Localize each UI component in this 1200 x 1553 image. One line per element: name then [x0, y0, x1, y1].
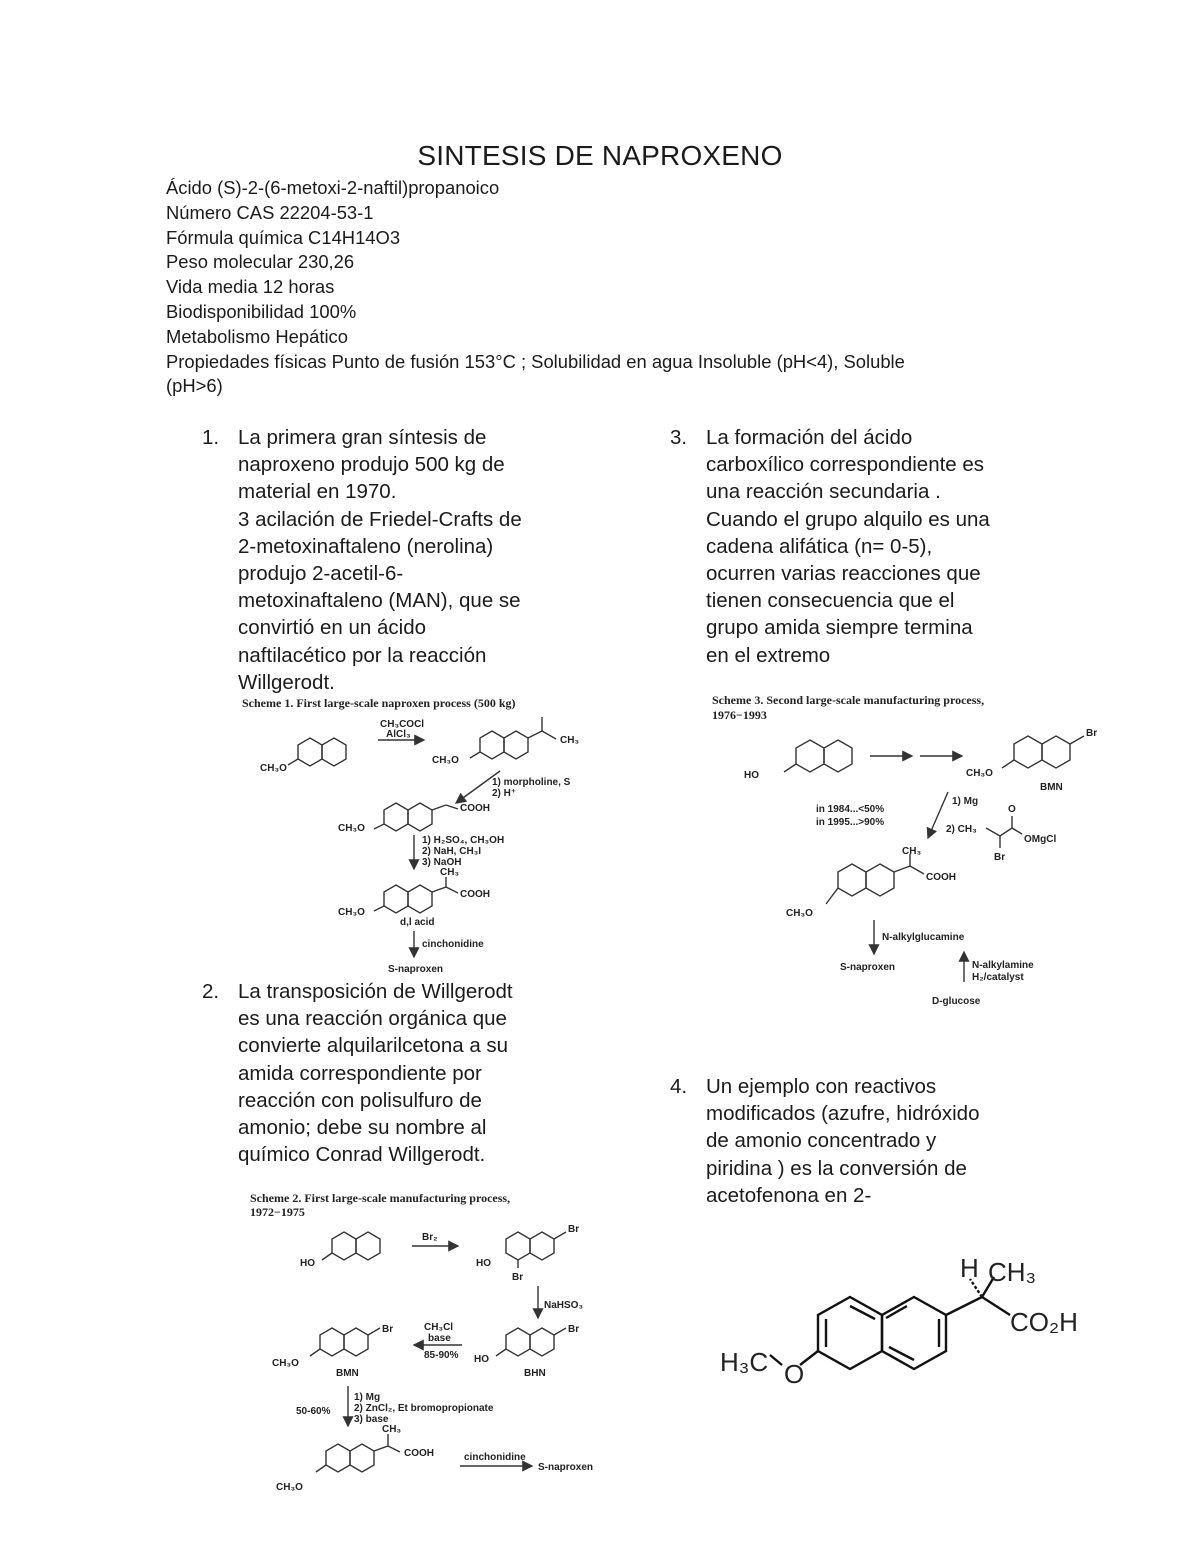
ho-label: HO [744, 770, 759, 781]
h3c-label: H₃C [720, 1347, 769, 1377]
acid-label: d,l acid [400, 917, 435, 928]
naphthalene-a [298, 738, 346, 766]
reagent-label: N-alkylamine [972, 960, 1034, 971]
scheme-1-figure [230, 695, 610, 975]
reagent-label: 1) Mg [952, 796, 979, 807]
reagent-label: 1) morpholine, S [492, 777, 571, 788]
reagent-label: Br₂ [422, 1232, 438, 1243]
naphthalene-a [796, 740, 852, 772]
page-title: SINTESIS DE NAPROXENO [417, 140, 783, 171]
br-label: Br [382, 1324, 394, 1335]
br-label: Br [568, 1324, 580, 1335]
ch3o-label: CH₃O [966, 768, 993, 779]
ho-label: HO [474, 1354, 489, 1365]
ch3o-label: CH₃O [786, 908, 813, 919]
molecular-weight: Peso molecular 230,26 [166, 251, 355, 273]
br-label: Br [1086, 728, 1098, 739]
cooh-label: COOH [926, 872, 956, 883]
ch3o-label: CH₃O [338, 823, 365, 834]
ch3o-label: CH₃O [276, 1482, 303, 1493]
cas-number: Número CAS 22204-53-1 [166, 201, 374, 223]
naphthalene-c [384, 803, 432, 831]
naphthalene-a [332, 1232, 380, 1260]
reagent-label: AlCl₃ [386, 729, 411, 740]
naphthalene-d [320, 1328, 368, 1356]
scheme-2-title: Scheme 2. First large-scale manufacturing process, [250, 1191, 511, 1205]
naphthalene-c [838, 864, 894, 896]
list-number: 4. [670, 1075, 688, 1098]
reagent-label: cinchonidine [422, 939, 484, 950]
physical-properties: Propiedades físicas Punto de fusión 153°C ; Solubilidad en agua Insoluble (pH<4), Soluble (pH>6) [166, 350, 905, 397]
naphthalene-b [506, 1232, 554, 1260]
list-number: 2. [202, 980, 220, 1003]
half-life: Vida media 12 horas [166, 276, 335, 298]
ch3-label: CH₃ [560, 735, 580, 746]
bmn-label: BMN [1040, 782, 1063, 793]
reagent-label: base [428, 1333, 451, 1344]
product-label: S-naproxen [538, 1462, 594, 1473]
naproxen-structure [720, 1255, 1100, 1405]
reagent-label: 2) ZnCl₂, Et bromopropionate [354, 1403, 494, 1414]
yield-label: 50-60% [296, 1406, 331, 1417]
ch3-label: CH₃ [382, 1424, 402, 1435]
naphthalene-b [480, 731, 528, 759]
metabolism: Metabolismo Hepático [166, 325, 348, 347]
list-text: Un ejemplo con reactivos modificados (azufre, hidróxido de amonio concentrado y piridina ) es la conversión de acetofenona en 2- [706, 1075, 980, 1207]
ch3-label: CH₃ [440, 867, 460, 878]
chemical-formula: Fórmula química C14H14O3 [166, 226, 401, 248]
ch3-label: CH₃ [902, 846, 922, 857]
omgcl-label: OMgCl [1024, 834, 1057, 845]
scheme-3-years: 1976−1993 [712, 708, 767, 722]
iupac-name: Ácido (S)-2-(6-metoxi-2-naftil)propanoico [166, 177, 500, 198]
reagent-label: 3) base [354, 1414, 389, 1425]
scheme-1-title: Scheme 1. First large-scale naproxen process (500 kg) [242, 696, 516, 710]
scheme-2-years: 1972−1975 [250, 1205, 305, 1219]
co2h-label: CO₂H [1010, 1307, 1078, 1337]
reagent-label: 2) NaH, CH₃I [422, 846, 482, 857]
list-text: La formación del ácido carboxílico correspondiente es una reacción secundaria . Cuando el grupo alquilo es una cadena alifática (n= 0-5), ocurren varias reacciones que tienen consecuencia que el grupo amida siempre termina en el extremo [706, 426, 990, 667]
naphthalene-c [506, 1328, 554, 1356]
list-number: 1. [202, 426, 220, 449]
ch3o-label: CH₃O [338, 907, 365, 918]
yield-label: 85-90% [424, 1350, 459, 1361]
cooh-label: COOH [404, 1448, 434, 1459]
hydrogen-label: H [960, 1253, 979, 1283]
br-label: Br [512, 1272, 524, 1283]
naphthalene-e [326, 1444, 374, 1472]
reagent-label: CH₃COCl [380, 719, 425, 730]
reagent-label: 2) CH₃ [946, 824, 977, 835]
ho-label: HO [476, 1258, 491, 1269]
product-label: S-naproxen [840, 962, 896, 973]
product-label: S-naproxen [388, 964, 444, 975]
br-label: Br [568, 1224, 580, 1235]
bhn-label: BHN [524, 1368, 546, 1379]
reagent-label: cinchonidine [464, 1452, 526, 1463]
list-number: 3. [670, 426, 688, 449]
ch3o-label: CH₃O [260, 763, 287, 774]
naphthalene-b [1014, 736, 1070, 768]
list-text: La transposición de Willgerodt es una reacción orgánica que convierte alquilarilcetona a su amida correspondiente por reacción con polisulfuro de amonio; debe su nombre al químico Conrad Willgerodt. [238, 980, 513, 1167]
yield-label: in 1984...<50% [816, 804, 885, 815]
reagent-label: H₂/catalyst [972, 972, 1024, 983]
compound-properties [166, 176, 1046, 399]
list-text: La primera gran síntesis de naproxeno produjo 500 kg de material en 1970. 3 acilación de Friedel-Crafts de 2-metoxinaftaleno (nerolina) produjo 2-acetil-6- metoxinaftaleno (MAN), que se convirtió en un ácido naftilacético por la reacción Willgerodt. [238, 426, 522, 694]
naphthalene-core [818, 1297, 946, 1369]
bioavailability: Biodisponibilidad 100% [166, 300, 357, 322]
cooh-label: COOH [460, 803, 490, 814]
bmn-label: BMN [336, 1368, 359, 1379]
scheme-3-title: Scheme 3. Second large-scale manufacturing process, [712, 693, 985, 707]
scheme-2-figure [248, 1190, 628, 1500]
o-label: O [1008, 804, 1016, 815]
ch3-label: CH₃ [988, 1257, 1037, 1287]
ch3o-label: CH₃O [272, 1358, 299, 1369]
ch3o-label: CH₃O [432, 755, 459, 766]
oxygen-label: O [784, 1359, 805, 1389]
ho-label: HO [300, 1258, 315, 1269]
yield-label: in 1995...>90% [816, 817, 885, 828]
br-label: Br [994, 852, 1006, 863]
reagent-label: 3) NaOH [422, 857, 462, 868]
scheme-3-figure [710, 692, 1110, 1012]
cooh-label: COOH [460, 889, 490, 900]
reagent-label: 1) H₂SO₄, CH₃OH [422, 835, 505, 846]
reagent-label: CH₃Cl [424, 1322, 454, 1333]
reagent-label: N-alkylglucamine [882, 932, 965, 943]
reagent-label: 1) Mg [354, 1392, 381, 1403]
naphthalene-d [384, 885, 432, 913]
glucose-label: D-glucose [932, 996, 981, 1007]
reagent-label: NaHSO₃ [544, 1300, 584, 1311]
reagent-label: 2) H⁺ [492, 788, 517, 799]
